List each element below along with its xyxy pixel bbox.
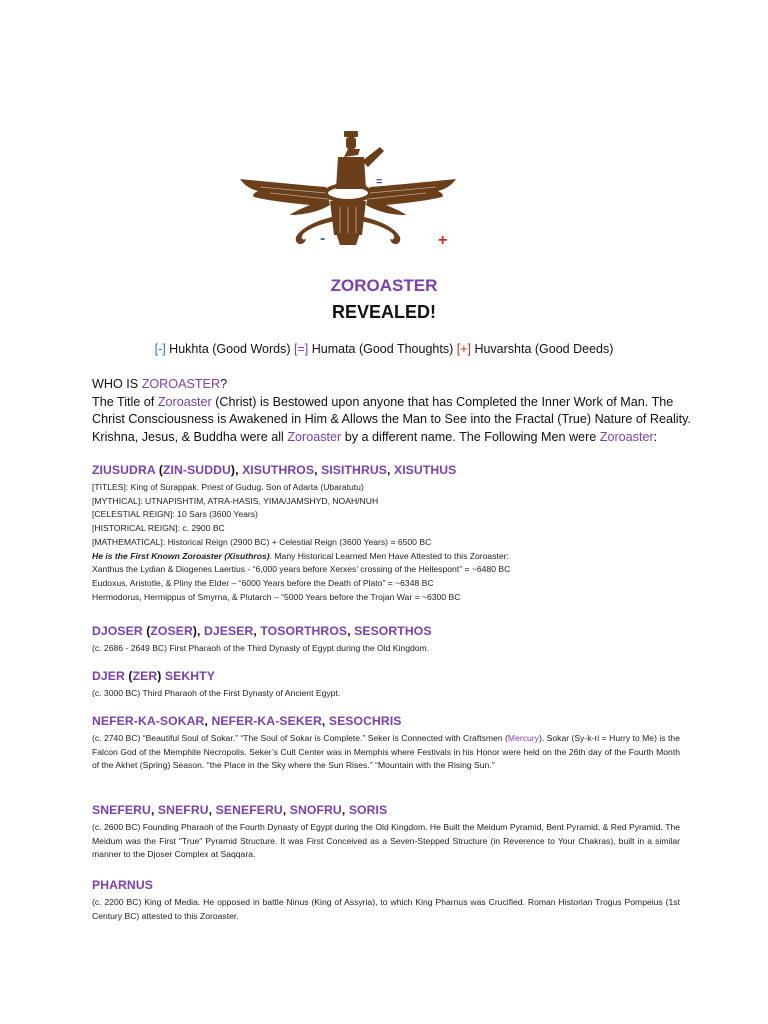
ziusudra-attest-2: Eudoxus, Aristotle, & Pliny the Elder – “6000 Years before the Death of Plato” = ~6348 BC (92, 577, 434, 588)
intro-name-2: Zoroaster (287, 429, 342, 444)
virtues-line (0, 342, 768, 356)
section-nefer-ka-sokar (92, 714, 680, 773)
heading-nefer-ka-sokar: NEFER-KA-SOKAR, NEFER-KA-SEKER, SESOCHRIS (92, 714, 402, 728)
logo-plus-mark: + (438, 232, 448, 249)
ziusudra-attest-3: Hermodorus, Hermippus of Smyrna, & Plutarch – “5000 Years before the Trojan War = ~6300 BC (92, 591, 461, 602)
heading-pharnus: PHARNUS (92, 878, 153, 892)
virtue-good-deeds: Huvarshta (Good Deeds) (470, 342, 614, 356)
ziusudra-celestial-reign: [CELESTIAL REIGN]: 10 Sars (3600 Years) (92, 509, 258, 520)
ziusudra-mythical: [MYTHICAL]: UTNAPISHTIM, ATRA-HASIS, YIMA/JAMSHYD, NOAH/NUH (92, 495, 379, 506)
ziusudra-body (92, 481, 680, 604)
ziusudra-attest-1: Xanthus the Lydian & Diogenes Laertius - “6,000 years before Xerxes’ crossing of the Hellespont” = ~6480 BC (92, 564, 511, 575)
logo-minus-mark: - (320, 230, 326, 247)
mercury-link-text: Mercury (507, 733, 539, 743)
intro-text-d: : (653, 429, 658, 444)
djer-body: (c. 3000 BC) Third Pharaoh of the First Dynasty of Ancient Egypt. (92, 688, 341, 698)
virtue-plus-tag: [+] (456, 342, 471, 356)
intro-question-prefix: WHO IS (92, 377, 142, 391)
sneferu-body: (c. 2600 BC) Founding Pharaoh of the Fourth Dynasty of Egypt during the Old Kingdom. He Built the Meidum Pyramid, Bent Pyramid, & Red Pyramid. The Meidum was the First "True" Pyramid Structure. It was First Conceived as a Seven-Stepped Structure (in Reverence to Your Chakras), built in a similar manner to the Djoser Complex at Saqqara. (92, 822, 680, 860)
intro-question-suffix: ? (220, 377, 228, 391)
intro-block (92, 376, 692, 446)
intro-name-3: Zoroaster (599, 429, 654, 444)
title-zoroaster: ZOROASTER (330, 276, 438, 295)
intro-question (92, 376, 692, 394)
section-pharnus (92, 878, 680, 923)
title-revealed: REVEALED! (331, 302, 436, 322)
ziusudra-titles: [TITLES]: King of Surappak. Priest of Gudug. Son of Adarta (Ubaratutu) (92, 482, 364, 492)
section-djer (92, 669, 680, 701)
virtue-equals-tag: [=] (294, 342, 309, 356)
virtue-minus-tag: [-] (154, 342, 166, 356)
intro-paragraph (92, 394, 692, 447)
section-djoser (92, 624, 680, 656)
intro-question-name: ZOROASTER (141, 377, 221, 391)
djoser-body: (c. 2686 - 2649 BC) First Pharaoh of the Third Dynasty of Egypt during the Old Kingdom. (92, 643, 430, 653)
section-sneferu (92, 803, 680, 862)
faravahar-emblem (240, 127, 456, 253)
nefer-ka-sokar-body: (c. 2740 BC) “Beautiful Soul of Sokar.” “The Soul of Sokar is Complete.” Seker is Connected with Craftsmen (Mercury). Sokar (Sy-k-ri = Hurry to Me) is the Falcon God of the Memphite Necropolis. Seker’s Cult Center was in Memphis where Festivals in his Honor were held on the 26th day of the Fourth Month of the Akhet (Spring) Season. "the Place in the Sky where the Sun Rises." “Mountain with the Rising Sun." (92, 733, 680, 771)
heading-djer: DJER (ZER) SEKHTY (92, 669, 215, 683)
intro-text-a: The Title of (92, 394, 158, 409)
pharnus-body: (c. 2200 BC) King of Media. He opposed in battle Ninus (King of Assyria), to which King Pharnus was Crucified. Roman Historian Trogus Pompeius (1st Century BC) attested to this Zoroaster. (92, 897, 680, 921)
ziusudra-first-known: He is the First Known Zoroaster (Xisuthros). Many Historical Learned Men Have Attested to this Zoroaster: (92, 550, 509, 561)
logo-equals-mark: = (376, 176, 383, 188)
heading-sneferu: SNEFERU, SNEFRU, SENEFERU, SNOFRU, SORIS (92, 803, 388, 817)
ziusudra-mathematical: [MATHEMATICAL]: Historical Reign (2900 BC) + Celestial Reign (3600 Years) = 6500 BC (92, 536, 432, 547)
heading-djoser: DJOSER (ZOSER), DJESER, TOSORTHROS, SESORTHOS (92, 624, 432, 638)
heading-ziusudra: ZIUSUDRA (ZIN-SUDDU), XISUTHROS, SISITHRUS, XISUTHUS (92, 463, 457, 477)
section-ziusudra (92, 463, 680, 604)
intro-name-1: Zoroaster (157, 394, 212, 409)
virtue-good-thoughts: Humata (Good Thoughts) (308, 342, 457, 356)
virtue-good-words: Hukhta (Good Words) (165, 342, 294, 356)
intro-text-c: by a different name. The Following Men were (341, 429, 600, 444)
ziusudra-historical-reign: [HISTORICAL REIGN]: c. 2900 BC (92, 523, 225, 534)
intro-text-b: (Christ) is Bestowed upon anyone that has Completed the Inner Work of Man. The Christ Consciousness is Awakened in Him & Allows the Man to See into the Fractal (True) Nature of Reality. Krishna, Jesus, & Buddha were all (92, 394, 691, 444)
